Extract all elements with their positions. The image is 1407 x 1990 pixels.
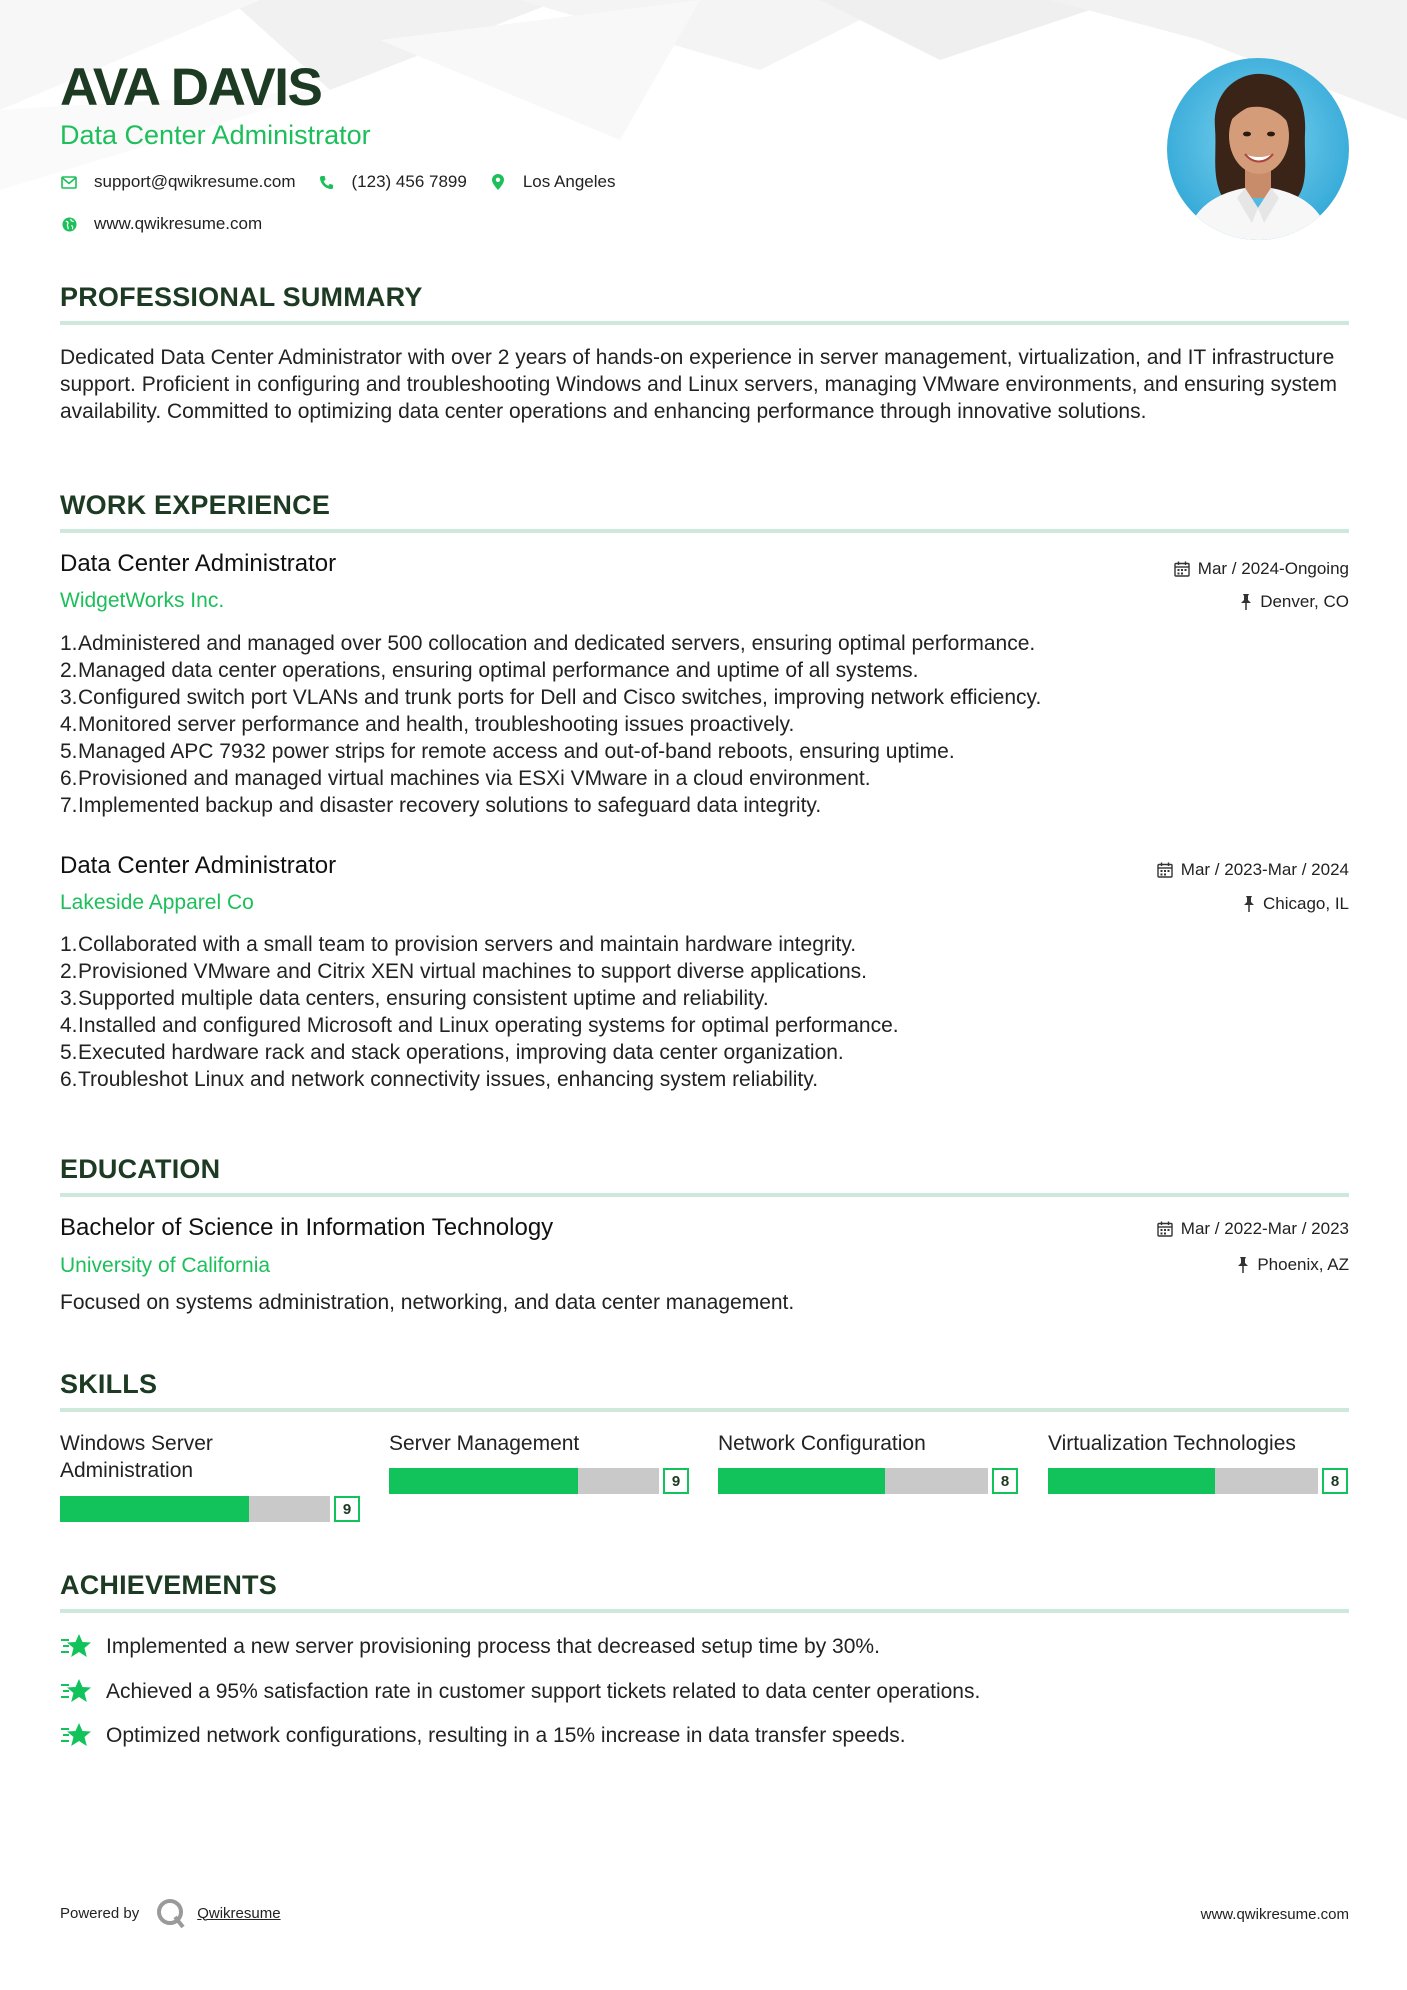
- footer-powered-by: [60, 1897, 281, 1929]
- skill-score: 9: [334, 1496, 360, 1522]
- candidate-name: AVA DAVIS: [60, 58, 322, 117]
- calendar-icon: [1174, 561, 1190, 577]
- skill-name: Server Management: [389, 1432, 580, 1455]
- list-item: 4. Installed and configured Microsoft and Linux operating systems for optimal performance.: [60, 1014, 899, 1037]
- list-item: 5. Executed hardware rack and stack operations, improving data center organization.: [60, 1041, 844, 1064]
- achievement-item: [60, 1721, 906, 1749]
- list-item: 1. Administered and managed over 500 collocation and dedicated servers, ensuring optimal performance.: [60, 632, 1036, 655]
- section-divider: [60, 1408, 1349, 1412]
- map-pin-icon: [489, 173, 507, 191]
- skill-bar: [718, 1468, 1018, 1494]
- list-item: 7. Implemented backup and disaster recovery solutions to safeguard data integrity.: [60, 794, 822, 817]
- education-description: Focused on systems administration, networking, and data center management.: [60, 1291, 795, 1314]
- skill-bar-fill: [60, 1496, 249, 1522]
- email-link[interactable]: support@qwikresume.com: [94, 172, 296, 191]
- skill-name: Virtualization Technologies: [1048, 1432, 1296, 1455]
- section-title-skills: SKILLS: [60, 1369, 158, 1399]
- job-location: [1243, 893, 1349, 915]
- powered-by-label: Powered by: [60, 1904, 140, 1922]
- skill-bar-fill: [718, 1468, 885, 1494]
- section-title-experience: WORK EXPERIENCE: [60, 490, 331, 520]
- company-name: Lakeside Apparel Co: [60, 891, 254, 914]
- skill-item: [1048, 1430, 1348, 1530]
- list-item: 3. Configured switch port VLANs and trunk ports for Dell and Cisco switches, improving network efficiency.: [60, 686, 1042, 709]
- calendar-icon: [1157, 1221, 1173, 1237]
- school-name: University of California: [60, 1254, 271, 1277]
- skill-bar-fill: [1048, 1468, 1215, 1494]
- phone-icon: [318, 173, 336, 191]
- job-location-text: Chicago, IL: [1263, 894, 1349, 913]
- degree-title: Bachelor of Science in Information Technology: [60, 1214, 554, 1241]
- education-location: [1237, 1254, 1349, 1276]
- skill-bar: [1048, 1468, 1348, 1494]
- section-title-summary: PROFESSIONAL SUMMARY: [60, 282, 423, 312]
- achievement-text: Achieved a 95% satisfaction rate in customer support tickets related to data center operations.: [106, 1679, 981, 1703]
- phone-number: (123) 456 7899: [351, 172, 467, 191]
- skill-name: Windows Server Administration: [60, 1432, 213, 1482]
- skill-score: 8: [1322, 1468, 1348, 1494]
- achievement-text: Optimized network configurations, resulting in a 15% increase in data transfer speeds.: [106, 1723, 906, 1747]
- envelope-icon: [60, 173, 78, 191]
- summary-text: Dedicated Data Center Administrator with over 2 years of hands-on experience in server management, virtualization, and IT infrastructure support. Proficient in configuring and troubleshooting Windows and Linux servers, managing VMware environments, and ensuring system availability. Committed to optimizing data center operations and enhancing performance through innovative solutions.: [60, 346, 1338, 423]
- job-dates: [1174, 558, 1349, 580]
- section-divider: [60, 321, 1349, 325]
- location-text: Los Angeles: [522, 172, 616, 191]
- list-item: 4. Monitored server performance and health, troubleshooting issues proactively.: [60, 713, 795, 736]
- star-award-icon: [60, 1632, 92, 1660]
- qwikresume-logo-icon: [155, 1897, 187, 1929]
- job-dates-text: Mar / 2024-Ongoing: [1197, 559, 1349, 578]
- footer-website[interactable]: www.qwikresume.com: [1200, 1906, 1349, 1923]
- section-title-education: EDUCATION: [60, 1154, 221, 1184]
- calendar-icon: [1157, 862, 1173, 878]
- globe-icon: [60, 215, 78, 233]
- website-link[interactable]: www.qwikresume.com: [94, 214, 263, 233]
- achievement-text: Implemented a new server provisioning process that decreased setup time by 30%.: [106, 1634, 880, 1658]
- website-row: [60, 214, 284, 234]
- achievement-item: [60, 1677, 980, 1705]
- profile-photo: [1167, 58, 1349, 240]
- star-award-icon: [60, 1721, 92, 1749]
- job-bullet-list: [60, 630, 1350, 819]
- education-location-text: Phoenix, AZ: [1257, 1255, 1349, 1274]
- skill-item: [389, 1430, 689, 1530]
- pushpin-icon: [1240, 594, 1252, 610]
- job-location: [1240, 591, 1349, 613]
- job-dates-text: Mar / 2023-Mar / 2024: [1180, 860, 1349, 879]
- education-dates: [1157, 1218, 1349, 1240]
- section-divider: [60, 1193, 1349, 1197]
- list-item: 6. Provisioned and managed virtual machines via ESXi VMware in a cloud environment.: [60, 767, 871, 790]
- list-item: 5. Managed APC 7932 power strips for remote access and out-of-band reboots, ensuring uptime.: [60, 740, 955, 763]
- skill-score: 8: [992, 1468, 1018, 1494]
- skill-bar: [60, 1496, 360, 1522]
- job-bullet-list: [60, 931, 1350, 1093]
- skill-name: Network Configuration: [718, 1432, 926, 1455]
- job-title: Data Center Administrator: [60, 550, 337, 577]
- job-dates: [1157, 859, 1349, 881]
- star-award-icon: [60, 1677, 92, 1705]
- section-divider: [60, 1609, 1349, 1613]
- list-item: 1. Collaborated with a small team to provision servers and maintain hardware integrity.: [60, 933, 857, 956]
- education-dates-text: Mar / 2022-Mar / 2023: [1180, 1219, 1349, 1238]
- list-item: 2. Managed data center operations, ensuring optimal performance and uptime of all systems.: [60, 659, 919, 682]
- job-title: Data Center Administrator: [60, 852, 337, 879]
- skill-item: [60, 1430, 360, 1530]
- skill-score: 9: [663, 1468, 689, 1494]
- contact-row: [60, 172, 637, 192]
- section-title-achievements: ACHIEVEMENTS: [60, 1570, 277, 1600]
- job-location-text: Denver, CO: [1260, 592, 1349, 611]
- list-item: 2. Provisioned VMware and Citrix XEN virtual machines to support diverse applications.: [60, 960, 868, 983]
- pushpin-icon: [1243, 896, 1255, 912]
- skill-item: [718, 1430, 1018, 1530]
- list-item: 3. Supported multiple data centers, ensuring consistent uptime and reliability.: [60, 987, 769, 1010]
- candidate-role: Data Center Administrator: [60, 120, 371, 150]
- qwikresume-link[interactable]: Qwikresume: [197, 1904, 281, 1922]
- section-divider: [60, 529, 1349, 533]
- skill-bar-fill: [389, 1468, 578, 1494]
- company-name: WidgetWorks Inc.: [60, 589, 225, 612]
- pushpin-icon: [1237, 1257, 1249, 1273]
- achievement-item: [60, 1632, 880, 1660]
- list-item: 6. Troubleshot Linux and network connectivity issues, enhancing system reliability.: [60, 1068, 819, 1091]
- skill-bar: [389, 1468, 689, 1494]
